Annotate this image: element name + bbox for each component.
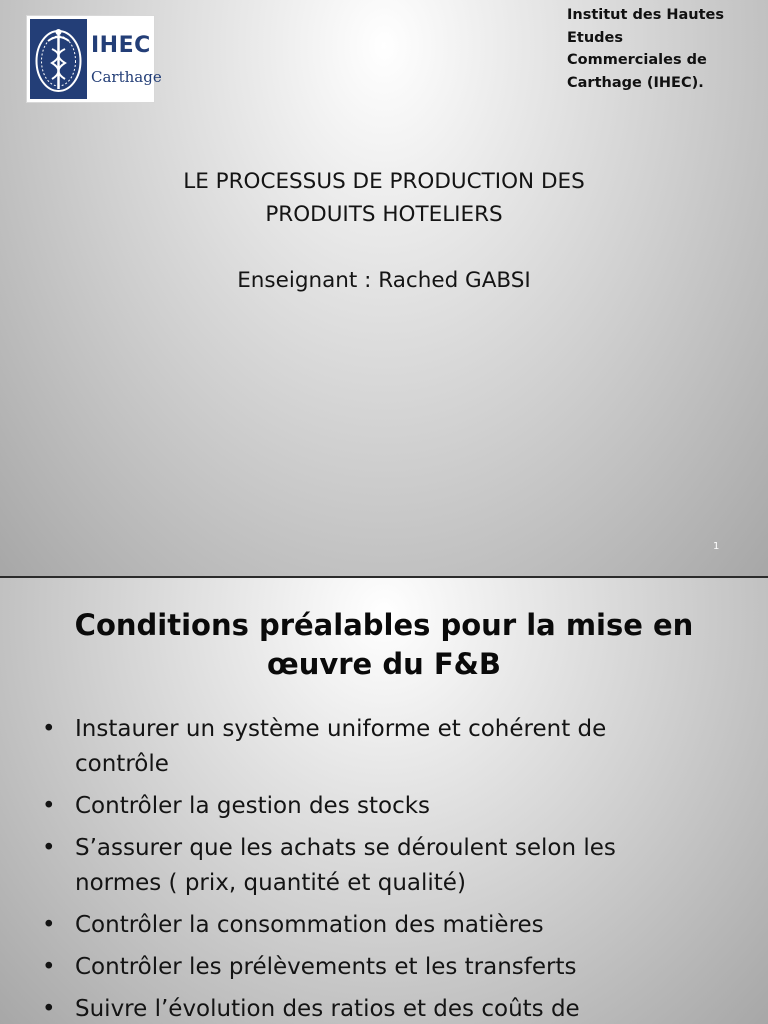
bullet-item: [0, 831, 768, 901]
bullet-item: [0, 908, 768, 943]
ihec-logo: [26, 15, 162, 103]
bullet-icon: •: [42, 835, 56, 861]
bullet-icon: •: [42, 793, 56, 819]
institute-line: Commerciales de: [567, 52, 707, 68]
bullet-icon: •: [42, 716, 56, 742]
slide-2-title: [0, 606, 768, 684]
slide-1-title: [0, 165, 768, 231]
bullet-item: [0, 992, 768, 1024]
logo-sub-text: Carthage: [91, 68, 162, 86]
bullet-icon: •: [42, 954, 56, 980]
institute-line: Etudes: [567, 29, 624, 46]
bullet-item: [0, 789, 768, 824]
bullet-text: Contrôler la gestion des stocks: [75, 793, 431, 819]
bullet-text: Suivre l’évolution des ratios et des coûts de: [75, 996, 580, 1022]
bullet-item: [0, 712, 768, 782]
title-line: PRODUITS HOTELIERS: [265, 202, 503, 227]
slide-2[interactable]: [0, 578, 768, 1024]
page-number: 1: [713, 541, 720, 552]
institute-line: Institut des Hautes: [567, 7, 725, 23]
caduceus-emblem-icon: [30, 19, 87, 99]
title-line: Conditions préalables pour la mise en: [74, 608, 694, 642]
title-line: œuvre du F&B: [266, 647, 502, 681]
bullet-text: Contrôler la consommation des matières: [75, 912, 544, 938]
institute-name: [567, 4, 763, 94]
bullet-icon: •: [42, 996, 56, 1022]
bullet-text: Contrôler les prélèvements et les transferts: [75, 954, 577, 980]
bullet-text: S’assurer que les achats se déroulent selon les: [75, 835, 616, 861]
bullet-text: contrôle: [75, 751, 169, 777]
institute-line: Carthage (IHEC).: [567, 74, 704, 91]
bullet-item: [0, 950, 768, 985]
title-line: LE PROCESSUS DE PRODUCTION DES: [183, 169, 585, 194]
bullet-text: normes ( prix, quantité et qualité): [75, 870, 466, 896]
bullet-list: [0, 712, 768, 1024]
logo-main-text: IHEC: [91, 33, 151, 58]
bullet-text: Instaurer un système uniforme et cohérent de: [75, 716, 607, 742]
teacher-name: Enseignant : Rached GABSI: [237, 268, 531, 293]
bullet-icon: •: [42, 912, 56, 938]
